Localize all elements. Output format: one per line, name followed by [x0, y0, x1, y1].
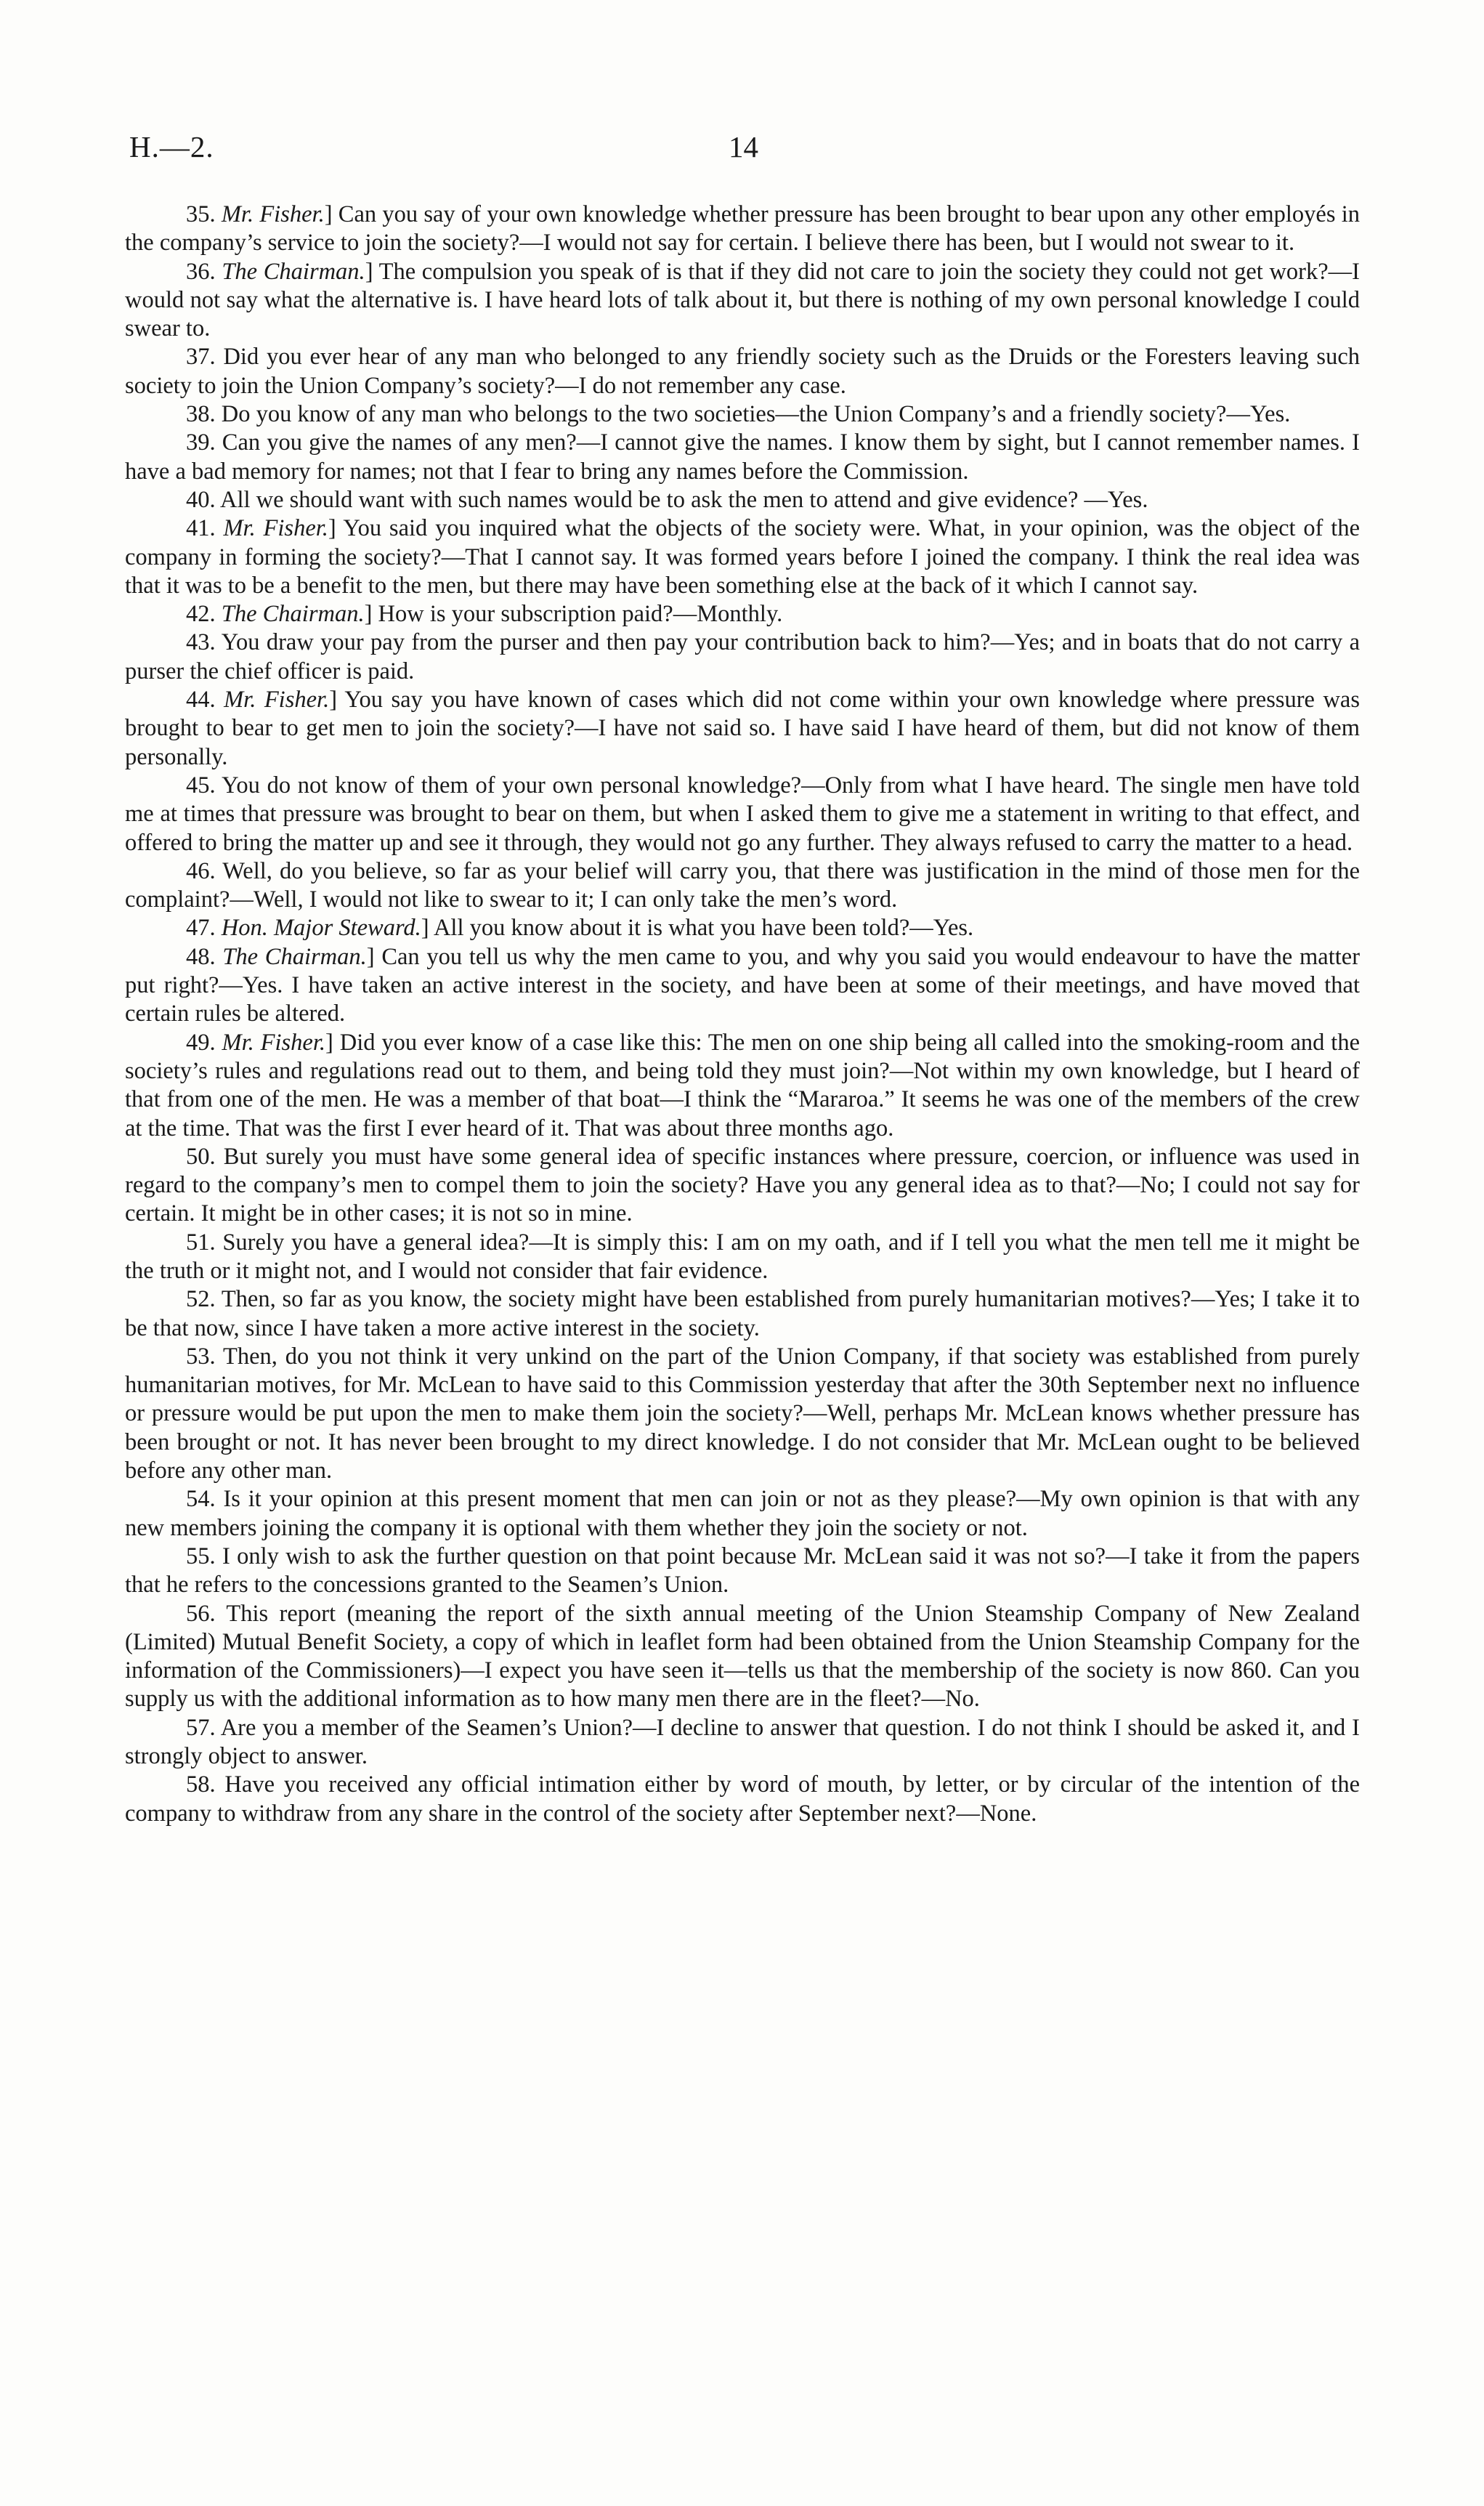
question-number: 39. [186, 429, 216, 456]
question-number: 56. [186, 1600, 216, 1627]
question-paragraph [125, 772, 1360, 857]
speaker-name: Mr. Fisher. [222, 1029, 326, 1056]
question-number: 54. [186, 1486, 216, 1513]
question-text: Do you know of any man who belongs to the two societies—the Union Company’s and a friendly society?—Yes. [221, 401, 1291, 428]
question-paragraph [125, 400, 1360, 429]
question-text: Did you ever hear of any man who belonged to any friendly society such as the Druids or the Foresters leaving such society to join the Union Company’s society?—I do not remember any case. [125, 344, 1360, 399]
question-paragraph: 48. The Chairman.] Can you tell us why the men came to you, and why you said you would endeavour to have the matter put right?—Yes. I have taken an active interest in the society, and have been at some of their meetings, and have moved that certain rules be altered. [125, 943, 1361, 1027]
question-paragraph: 47. Hon. Major Steward.] All you know about it is what you have been told?—Yes. [186, 915, 974, 942]
question-paragraph [125, 486, 1360, 514]
question-number: 53. [186, 1343, 216, 1370]
question-text: You draw your pay from the purser and then pay your contribution back to him?—Yes; and in boats that do not carry a purser the chief officer is paid. [125, 629, 1360, 684]
question-text: Have you received any official intimation either by word of mouth, by letter, or by circular of the intention of the company to withdraw from any share in the control of the society after September next?—None. [125, 1771, 1360, 1827]
speaker-name: Mr. Fisher. [221, 201, 325, 227]
question-paragraph [125, 343, 1360, 400]
question-text: I only wish to ask the further question on that point because Mr. McLean said it was not so?—I take it from the papers that he refers to the concessions granted to the Seamen’s Union. [125, 1543, 1361, 1598]
question-number: 35. [186, 201, 216, 227]
question-number: 50. [186, 1143, 216, 1170]
question-text: But surely you must have some general idea of specific instances where pressure, coercion, or influence was used in regard to the company’s men to compel them to join the society? Have you any general idea as to that?—No; I could not say for certain. It might be in other cases; it is not so in mine. [125, 1143, 1361, 1227]
speaker-name: The Chairman. [221, 601, 365, 628]
document-reference: H.—2. [129, 130, 214, 163]
question-paragraph [125, 1285, 1360, 1343]
question-number: 37. [186, 344, 216, 371]
question-paragraph [125, 628, 1360, 686]
question-number: 48. [186, 943, 216, 970]
question-text: You say you have known of cases which did not come within your own knowledge where pressure was brought to bear to get men to join the society?—I have not said so. I have said I have heard of them, but did not know of them personally. [125, 687, 1361, 770]
question-number: 46. [186, 857, 216, 884]
question-number: 49. [186, 1029, 216, 1056]
question-text: How is your subscription paid?—Monthly. [378, 601, 783, 628]
question-text: Can you say of your own knowledge whether pressure has been brought to bear upon any other employés in the company’s service to join the society?—I would not say for certain. I believe there has been, but I would not swear to it. [125, 201, 1361, 256]
question-paragraph: 36. The Chairman.] The compulsion you speak of is that if they did not care to join the society they could not get work?—I would not say what the alternative is. I have heard lots of talk about it, but there is nothing of my own personal knowledge I could swear to. [125, 258, 1361, 342]
question-text: You do not know of them of your own personal knowledge?—Only from what I have heard. The single men have told me at times that pressure was brought to bear on them, but when I asked them to give me a statement in writing to that effect, and offered to bring the matter up and see it through, they would not go any further. They always refused to carry the matter to a head. [125, 772, 1360, 856]
question-number: 40. [186, 486, 216, 513]
question-number: 58. [186, 1771, 216, 1798]
speaker-name: Mr. Fisher. [224, 687, 330, 714]
question-number: 43. [186, 629, 216, 656]
question-text: The compulsion you speak of is that if they did not care to join the society they could not get work?—I would not say what the alternative is. I have heard lots of talk about it, but there is nothing of my own personal knowledge I could swear to. [125, 258, 1361, 342]
question-number: 45. [186, 772, 216, 799]
question-paragraph: 42. The Chairman.] How is your subscription paid?—Monthly. [186, 601, 783, 628]
question-number: 47. [186, 915, 216, 942]
question-number: 42. [186, 601, 216, 628]
question-number: 41. [186, 515, 216, 542]
question-text: You said you inquired what the objects of the society were. What, in your opinion, was the object of the company in forming the society?—That I cannot say. It was formed years before I joined the company. I think the real idea was that it was to be a benefit to the men, but there may have been something else at the back of it which I cannot say. [125, 515, 1360, 599]
question-text: Then, do you not think it very unkind on the part of the Union Company, if that society was established from purely humanitarian motives, for Mr. McLean to have said to this Commission yesterday that after the 30th September next no influence or pressure would be put upon the men to make them join the society?—Well, perhaps Mr. McLean knows whether pressure has been brought or not. It has never been brought to my direct knowledge. I do not consider that Mr. McLean ought to be believed before any other man. [125, 1343, 1360, 1484]
question-text: All we should want with such names would be to ask the men to attend and give evidence? —Yes. [219, 486, 1148, 513]
question-paragraph [125, 1485, 1360, 1543]
question-text: All you know about it is what you have been told?—Yes. [433, 915, 974, 942]
question-text: Can you tell us why the men came to you, and why you said you would endeavour to have the matter put right?—Yes. I have taken an active interest in the society, and have been at some of their meetings, and have moved that certain rules be altered. [125, 943, 1361, 1027]
question-text: Are you a member of the Seamen’s Union?—I decline to answer that question. I do not think I should be asked it, and I strongly object to answer. [125, 1714, 1360, 1770]
question-number: 38. [186, 401, 216, 428]
speaker-name: Mr. Fisher. [223, 515, 328, 542]
question-paragraph [125, 857, 1360, 915]
page-number: 14 [729, 130, 758, 163]
question-paragraph: 41. Mr. Fisher.] You said you inquired what the objects of the society were. What, in your opinion, was the object of the company in forming the society?—That I cannot say. It was formed years before I joined the company. I think the real idea was that it was to be a benefit to the men, but there may have been something else at the back of it which I cannot say. [125, 515, 1360, 599]
question-number: 52. [186, 1286, 216, 1313]
question-paragraph: 44. Mr. Fisher.] You say you have known of cases which did not come within your own knowledge where pressure was brought to bear to get men to join the society?—I have not said so. I have said I have heard of them, but did not know of them personally. [125, 687, 1361, 770]
question-text: Well, do you believe, so far as your belief will carry you, that there was justification in the mind of those men for the complaint?—Well, I would not like to swear to it; I can only take the men’s word. [125, 857, 1360, 913]
question-text: Can you give the names of any men?—I cannot give the names. I know them by sight, but I cannot remember names. I have a bad memory for names; not that I fear to bring any names before the Commission. [125, 429, 1361, 485]
question-text: Did you ever know of a case like this: The men on one ship being all called into the smoking-room and the society’s rules and regulations read out to them, and being told they must join?—Not within my own knowledge, but I heard of that from one of the men. He was a member of that boat—I think the “Mararoa.” It seems he was one of the members of the crew at the time. That was the first I ever heard of it. That was about three months ago. [125, 1029, 1360, 1141]
question-number: 51. [186, 1229, 216, 1256]
question-text: Surely you have a general idea?—It is simply this: I am on my oath, and if I tell you what the men tell me it might be the truth or it might not, and I would not consider that fair evidence. [125, 1229, 1361, 1284]
question-number: 36. [186, 258, 216, 285]
question-paragraph [125, 1543, 1360, 1600]
question-number: 55. [186, 1543, 216, 1569]
question-paragraph [125, 429, 1360, 486]
question-number: 57. [186, 1714, 216, 1741]
question-paragraph [125, 1600, 1360, 1714]
page-header [129, 129, 1355, 173]
speaker-name: The Chairman. [222, 258, 365, 285]
question-text: Is it your opinion at this present moment that men can join or not as they please?—My own opinion is that with any new members joining the company it is optional with them whether they join the society or not. [125, 1486, 1360, 1541]
question-paragraph [125, 1229, 1360, 1286]
question-paragraph [125, 1714, 1360, 1771]
question-number: 44. [186, 687, 216, 714]
question-text: This report (meaning the report of the sixth annual meeting of the Union Steamship Company of New Zealand (Limited) Mutual Benefit Society, a copy of which in leaflet form had been obtained from the Union Steamship Company for the information of the Commissioners)—I expect you have seen it—tells us that the membership of the society is now 860. Can you supply us with the additional information as to how many men there are in the fleet?—No. [125, 1600, 1360, 1713]
speaker-name: Hon. Major Steward. [221, 915, 421, 942]
question-paragraph: 35. Mr. Fisher.] Can you say of your own knowledge whether pressure has been brought to bear upon any other employés in the company’s service to join the society?—I would not say for certain. I believe there has been, but I would not swear to it. [125, 201, 1361, 256]
question-paragraph [125, 1143, 1360, 1229]
document-body [125, 201, 1360, 1828]
speaker-name: The Chairman. [222, 943, 367, 970]
question-text: Then, so far as you know, the society might have been established from purely humanitarian motives?—Yes; I take it to be that now, since I have taken a more active interest in the society. [125, 1286, 1360, 1341]
question-paragraph [125, 1771, 1360, 1828]
question-paragraph [125, 1343, 1360, 1485]
question-paragraph: 49. Mr. Fisher.] Did you ever know of a case like this: The men on one ship being all called into the smoking-room and the society’s rules and regulations read out to them, and being told they must join?—Not within my own knowledge, but I heard of that from one of the men. He was a member of that boat—I think the “Mararoa.” It seems he was one of the members of the crew at the time. That was the first I ever heard of it. That was about three months ago. [125, 1029, 1360, 1141]
